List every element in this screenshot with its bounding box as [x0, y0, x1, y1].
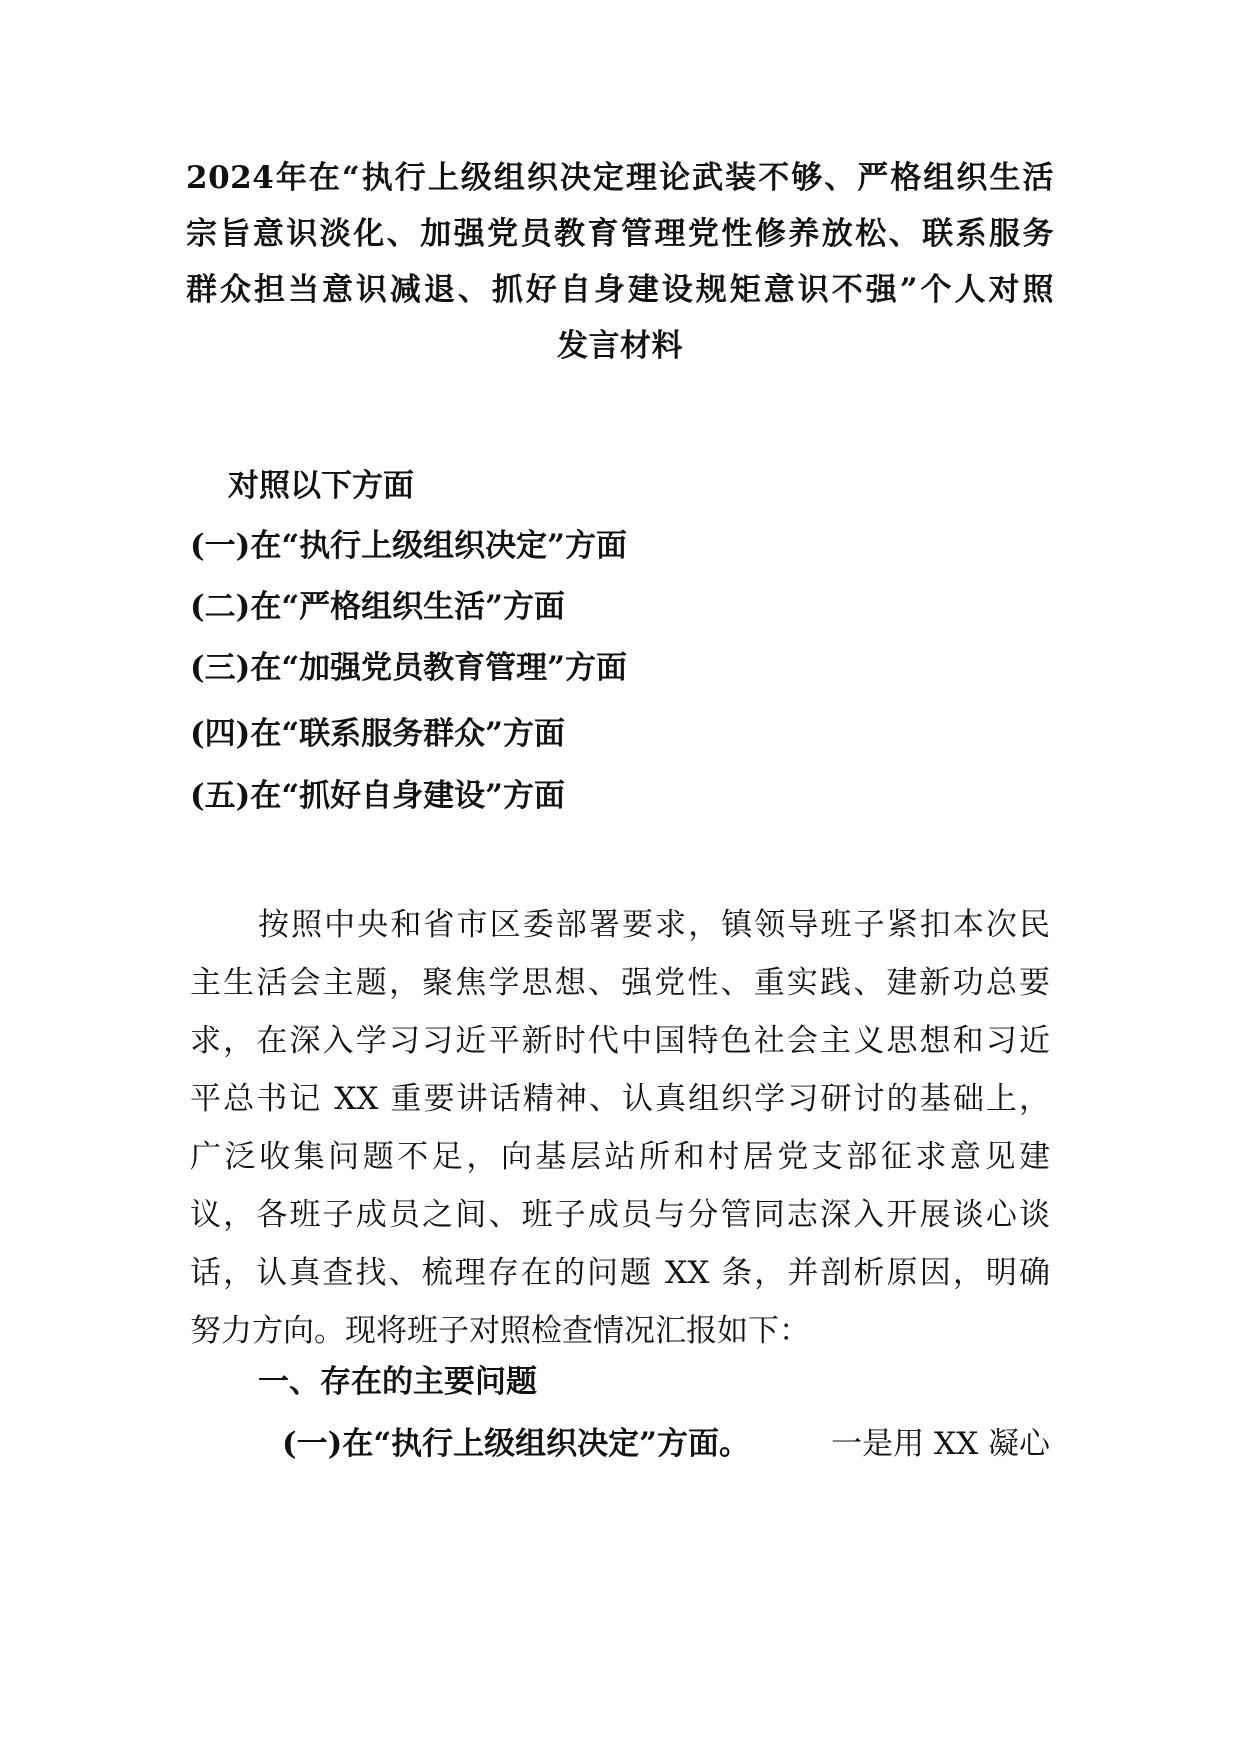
body-line: 广泛收集问题不足，向基层站所和村居党支部征求意见建 — [190, 1139, 1050, 1175]
subsection-text: 一是用 XX 凝心 — [831, 1426, 1050, 1462]
body-paragraph — [190, 896, 1050, 1360]
outline-item: (四)在“联系服务群众”方面 — [190, 716, 565, 752]
outline-item: (五)在“抓好自身建设”方面 — [190, 778, 565, 814]
body-line: 按照中央和省市区委部署要求，镇领导班子紧扣本次民 — [258, 907, 1050, 943]
body-line: 平总书记 XX 重要讲话精神、认真组织学习研讨的基础上， — [190, 1081, 1050, 1117]
outline-item: (三)在“加强党员教育管理”方面 — [190, 650, 627, 686]
body-line: 话，认真查找、梳理存在的问题 XX 条，并剖析原因，明确 — [190, 1255, 1050, 1291]
title-line: 发言材料 — [557, 328, 683, 364]
title-line: 宗旨意识淡化、加强党员教育管理党性修养放松、联系服务 — [186, 216, 1054, 252]
outline-item: (一)在“执行上级组织决定”方面 — [190, 528, 627, 564]
body-line: 主生活会主题，聚焦学思想、强党性、重实践、建新功总要 — [190, 965, 1050, 1001]
body-line: 求，在深入学习习近平新时代中国特色社会主义思想和习近 — [190, 1023, 1050, 1059]
subsection-line — [282, 1418, 1050, 1463]
document-title — [186, 150, 1054, 374]
body-line: 议，各班子成员之间、班子成员与分管同志深入开展谈心谈 — [190, 1197, 1050, 1233]
title-line: 群众担当意识减退、抓好自身建设规矩意识不强”个人对照 — [186, 272, 1054, 308]
body-line: 努力方向。现将班子对照检查情况汇报如下： — [190, 1313, 810, 1349]
outline-heading: 对照以下方面 — [228, 468, 414, 504]
outline-item: (二)在“严格组织生活”方面 — [190, 589, 565, 625]
subsection-heading: (一)在“执行上级组织决定”方面。 — [282, 1426, 750, 1462]
title-line: 2024年在“执行上级组织决定理论武装不够、严格组织生活 — [186, 160, 1054, 196]
section-heading: 一、存在的主要问题 — [258, 1364, 537, 1400]
